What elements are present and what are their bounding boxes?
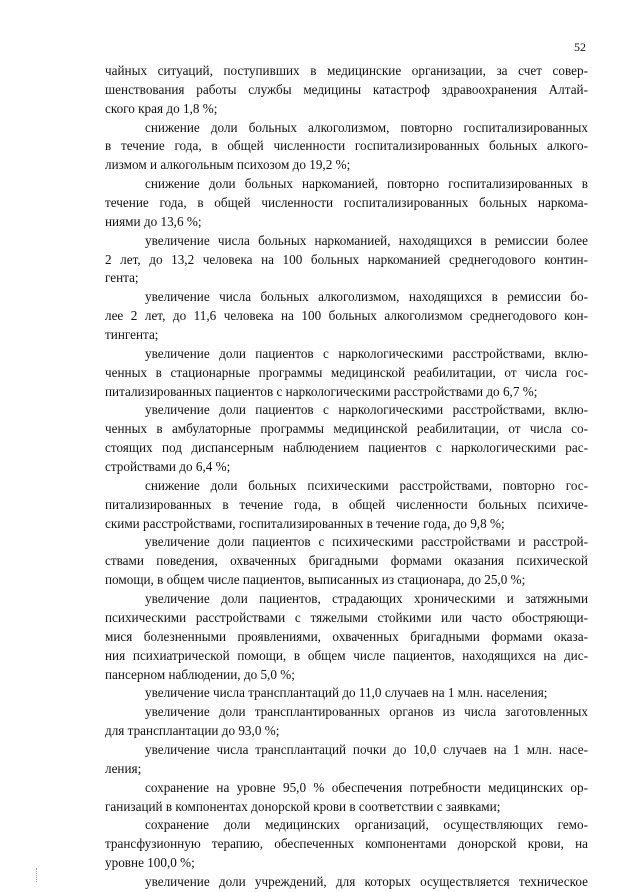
text-line: снижение доли больных алкоголизмом, повторно госпитализированных <box>145 119 588 135</box>
text-line: для трансплантации до 93,0 %; <box>105 723 280 739</box>
text-line: снижение доли больных психическими расстройствами, повторно гос- <box>145 477 588 493</box>
text-line: сохранение на уровне 95,0 % обеспечения потребности медицинских ор- <box>145 779 588 795</box>
text-line: шенствования работы службы медицины катастроф здравоохранения Алтай- <box>105 81 588 97</box>
text-line: увеличение доли пациентов с психическими расстройствами и расстрой- <box>145 534 588 550</box>
text-line: течение года, в общей численности госпитализированных больных наркома- <box>105 195 588 211</box>
text-line: лее 2 лет, до 11,6 человека на 100 больных алкоголизмом среднегодового кон- <box>105 308 588 324</box>
text-line: ского края до 1,8 %; <box>105 100 218 116</box>
text-line: ченных в амбулаторные программы медицинской реабилитации, от числа со- <box>105 421 588 437</box>
text-line: ния психиатрической помощи, в общем числе пациентов, находящихся на дис- <box>105 647 588 663</box>
text-line: в течение года, в общей численности госпитализированных больных алкого- <box>105 138 588 154</box>
text-line: психическими расстройствами с тяжелыми стойкими или часто обостряющи- <box>105 609 588 625</box>
text-line: сохранение доли медицинских организаций, осуществляющих гемо- <box>145 817 588 833</box>
text-line: чайных ситуаций, поступивших в медицинские организации, за счет совер- <box>105 63 588 78</box>
text-line: лизмом и алкогольным психозом до 19,2 %; <box>105 157 351 173</box>
text-line: увеличение доли пациентов с наркологическими расстройствами, вклю- <box>145 402 588 418</box>
text-line: ствами поведения, охваченных бригадными формами оказания психической <box>105 553 588 569</box>
text-line: увеличение доли пациентов, страдающих хроническими и затяжными <box>145 591 588 607</box>
text-line: стоящих под диспансерным наблюдением пациентов с наркологическими рас- <box>105 440 588 456</box>
text-line: трансфузионную терапию, обеспеченных компонентами донорской крови, на <box>105 836 588 852</box>
text-line: ганизаций в компонентах донорской крови в соответствии с заявками; <box>105 798 501 814</box>
text-line: увеличение доли пациентов с наркологическими расстройствами, вклю- <box>145 345 588 361</box>
body-text <box>105 62 588 892</box>
text-line: тингента; <box>105 327 159 343</box>
text-line: увеличение доли учреждений, для которых осуществляется техническое <box>145 873 588 889</box>
text-line: ниями до 13,6 %; <box>105 213 202 229</box>
text-line: ченных в стационарные программы медицинской реабилитации, от числа гос- <box>105 364 588 380</box>
text-line: пансерном наблюдении, до 5,0 %; <box>105 666 295 682</box>
text-line: 2 лет, до 13,2 человека на 100 больных наркоманией среднегодового контин- <box>105 251 588 267</box>
text-line: скими расстройствами, госпитализированных в течение года, до 9,8 %; <box>105 515 505 531</box>
text-line: увеличение числа трансплантаций почки до 10,0 случаев на 1 млн. насе- <box>145 741 588 757</box>
text-line: стройствами до 6,4 %; <box>105 459 231 475</box>
text-line: гента; <box>105 270 139 286</box>
text-line: снижение доли больных наркоманией, повторно госпитализированных в <box>145 176 588 192</box>
text-line: питализированных в течение года, в общей численности больных психиче- <box>105 496 588 512</box>
text-line: увеличение числа больных наркоманией, находящихся в ремиссии более <box>145 232 588 248</box>
text-line: помощи, в общем числе пациентов, выписанных из стационара, до 25,0 %; <box>105 572 526 588</box>
text-line: ления; <box>105 760 142 776</box>
text-line: увеличение числа больных алкоголизмом, находящихся в ремиссии бо- <box>145 289 588 305</box>
margin-mark <box>36 868 39 882</box>
page-number: 52 <box>574 40 586 54</box>
text-line: увеличение числа трансплантаций до 11,0 случаев на 1 млн. населения; <box>145 685 548 701</box>
text-line: питализированных пациентов с наркологическими расстройствами до 6,7 %; <box>105 383 538 399</box>
text-line: уровне 100,0 %; <box>105 855 195 871</box>
text-line: мися болезненными проявлениями, охваченных бригадными формами оказа- <box>105 628 588 644</box>
text-line: увеличение доли трансплантированных органов из числа заготовленных <box>145 704 588 720</box>
